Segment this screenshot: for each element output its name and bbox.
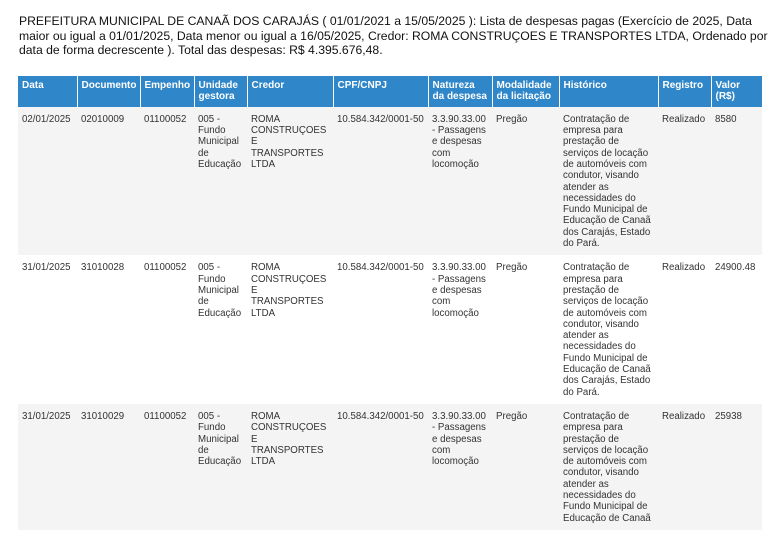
cell-natureza: 3.3.90.33.00 - Passagens e despesas com locomoção xyxy=(432,113,486,170)
cell-cpf-cnpj: 10.584.342/0001-50 xyxy=(337,262,424,274)
cell-unidade-gestora: 005 - Fundo Municipal de Educação xyxy=(198,262,242,319)
col-header-natureza[interactable]: Natureza da despesa xyxy=(428,76,492,107)
cell-data: 02/01/2025 xyxy=(22,113,71,125)
col-header-documento[interactable]: Documento xyxy=(77,76,140,107)
expenses-table-container xyxy=(18,76,762,530)
table-row xyxy=(18,404,762,530)
cell-credor: ROMA CONSTRUÇOES E TRANSPORTES LTDA xyxy=(251,410,327,468)
cell-natureza: 3.3.90.33.00 - Passagens e despesas com locomoção xyxy=(432,410,486,468)
col-header-modalidade[interactable]: Modalidade da licitação xyxy=(492,76,559,107)
cell-data: 31/01/2025 xyxy=(22,262,71,274)
cell-unidade-gestora: 005 - Fundo Municipal de Educação xyxy=(198,113,242,170)
cell-cpf-cnpj: 10.584.342/0001-50 xyxy=(337,113,424,125)
cell-data: 31/01/2025 xyxy=(22,410,71,422)
col-header-unidade-gestora[interactable]: Unidade gestora xyxy=(194,76,247,107)
report-title: PREFEITURA MUNICIPAL DE CANAÃ DOS CARAJÁS ( 01/01/2021 a 15/05/2025 ): Lista de despesas pagas (Exercício de 2025, Data maior ou igual a 01/01/2025, Data menor ou igual a 16/05/2025, Credor: ROMA CONSTRUÇOES E TRANSPORTES LTDA, Ordenado por data de forma decrescente ). Total das despesas: R$ 4.395.676,48. xyxy=(19,14,768,58)
cell-registro: Realizado xyxy=(662,113,706,125)
cell-registro: Realizado xyxy=(662,410,706,422)
cell-cpf-cnpj: 10.584.342/0001-50 xyxy=(337,410,424,422)
table-row xyxy=(18,107,762,256)
cell-modalidade: Pregão xyxy=(496,113,528,125)
cell-natureza: 3.3.90.33.00 - Passagens e despesas com locomoção xyxy=(432,262,486,319)
table-header xyxy=(18,76,762,107)
col-header-historico[interactable]: Histórico xyxy=(559,76,658,107)
header-row xyxy=(18,76,762,107)
table-row xyxy=(18,255,762,404)
cell-historico: Contratação de empresa para prestação de serviços de locação de automóveis com condutor, visando atender as necessidades do Fundo Municipal de Educação de Canaã dos Carajás, Estado do Pará. xyxy=(563,113,651,250)
table-body xyxy=(18,107,762,530)
col-header-cpf-cnpj[interactable]: CPF/CNPJ xyxy=(333,76,428,107)
cell-credor: ROMA CONSTRUÇOES E TRANSPORTES LTDA xyxy=(251,113,327,170)
expenses-table xyxy=(18,76,762,530)
col-header-credor[interactable]: Credor xyxy=(247,76,333,107)
cell-registro: Realizado xyxy=(662,262,706,274)
cell-documento: 31010028 xyxy=(81,262,125,274)
cell-modalidade: Pregão xyxy=(496,262,528,274)
cell-historico: Contratação de empresa para prestação de serviços de locação de automóveis com condutor, visando atender as necessidades do Fundo Municipal de Educação de Canaã xyxy=(563,410,651,524)
cell-valor: 25938 xyxy=(715,410,742,422)
col-header-data[interactable]: Data xyxy=(18,76,77,107)
cell-unidade-gestora: 005 - Fundo Municipal de Educação xyxy=(198,410,242,468)
cell-credor: ROMA CONSTRUÇOES E TRANSPORTES LTDA xyxy=(251,262,327,319)
cell-empenho: 01100052 xyxy=(144,113,187,125)
cell-documento: 02010009 xyxy=(81,113,125,125)
cell-empenho: 01100052 xyxy=(144,262,187,274)
cell-modalidade: Pregão xyxy=(496,410,528,422)
col-header-empenho[interactable]: Empenho xyxy=(140,76,194,107)
col-header-valor[interactable]: Valor (R$) xyxy=(711,76,762,107)
cell-documento: 31010029 xyxy=(81,410,125,422)
cell-historico: Contratação de empresa para prestação de serviços de locação de automóveis com condutor, visando atender as necessidades do Fundo Municipal de Educação de Canaã dos Carajás, Estado do Pará. xyxy=(563,262,651,398)
cell-valor: 8580 xyxy=(715,113,737,125)
cell-valor: 24900.48 xyxy=(715,262,756,274)
cell-empenho: 01100052 xyxy=(144,410,187,422)
col-header-registro[interactable]: Registro xyxy=(658,76,711,107)
